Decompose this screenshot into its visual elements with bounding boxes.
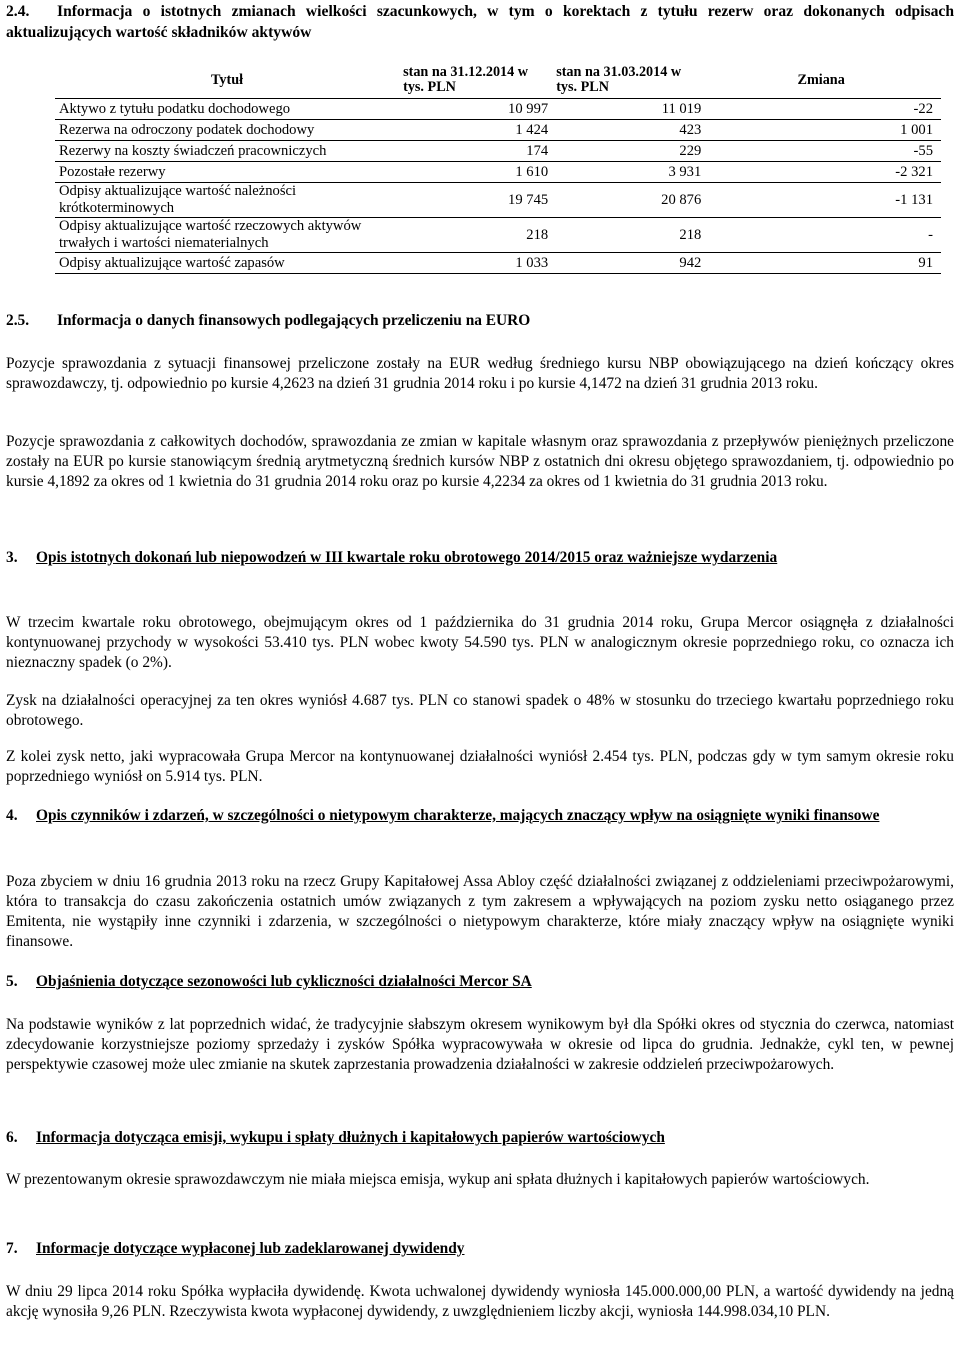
- table-cell-title: Pozostałe rezerwy: [55, 161, 399, 182]
- table-cell-value: 11 019: [552, 98, 705, 119]
- table-cell-title: Aktywo z tytułu podatku dochodowego: [55, 98, 399, 119]
- table-cell-value: 10 997: [399, 98, 552, 119]
- section-title: Opis istotnych dokonań lub niepowodzeń w III kwartale roku obrotowego 2014/2015 oraz ważniejsze wydarzenia: [36, 549, 778, 566]
- table-header-row: [55, 62, 941, 98]
- section-7-heading: [6, 1239, 954, 1259]
- section-2-5-heading: [6, 311, 954, 331]
- section-number: 5.: [6, 973, 18, 990]
- section-title: Opis czynników i zdarzeń, w szczególności o nietypowym charakterze, mających znaczący wpływ na osiągnięte wyniki finansowe: [36, 807, 880, 824]
- section-number: 2.4.: [6, 3, 30, 20]
- paragraph: Pozycje sprawozdania z całkowitych dochodów, sprawozdania ze zmian w kapitale własnym oraz sprawozdania z przepływów pieniężnych przeliczone zostały na EUR po kursie stanowiącym średnią arytmetyczną średnich kursów NBP z ostatnich dni okresu objętego sprawozdaniem, tj. odpowiednio po kursie 4,1892 za okres od 1 kwietnia do 31 grudnia 2014 roku oraz po kursie 4,2234 za okres od 1 kwietnia do 31 grudnia 2013 roku.: [6, 433, 954, 490]
- section-5-heading: [6, 972, 954, 992]
- paragraph: Poza zbyciem w dniu 16 grudnia 2013 roku na rzecz Grupy Kapitałowej Assa Abloy część działalności związanej z oddzieleniami przeciwpożarowymi, która to transakcja do czasu zakończenia ostatnich umów związanych z tym zakresem a wpływających na poziom zysku netto osiąganego przez Emitenta, nie wystąpiły inne czynniki i zdarzenia, w szczególności o nietypowym charakterze, które miały znaczący wpływ na osiągnięte wyniki finansowe.: [6, 873, 954, 950]
- table-cell-value: 423: [552, 119, 705, 140]
- table-cell-change: 1 001: [705, 119, 941, 140]
- table-cell-change: -2 321: [705, 161, 941, 182]
- column-header-2014-12: stan na 31.12.2014 w tys. PLN: [399, 62, 552, 98]
- table-row: [55, 182, 941, 217]
- section-number: 7.: [6, 1240, 18, 1257]
- section-title: Informacja dotycząca emisji, wykupu i spłaty dłużnych i kapitałowych papierów wartościowych: [36, 1129, 665, 1146]
- table-row: [55, 140, 941, 161]
- paragraph: W dniu 29 lipca 2014 roku Spółka wypłaciła dywidendę. Kwota uchwalonej dywidendy wyniosła 145.000.000,00 PLN, a wartość dywidendy na jedną akcję wynosiła 9,26 PLN. Rzeczywista kwota wypłaconej dywidendy, z uwzględnieniem liczby akcji, wyniosła 144.998.034,10 PLN.: [6, 1283, 954, 1320]
- table-cell-title: Rezerwa na odroczony podatek dochodowy: [55, 119, 399, 140]
- table-cell-value: 3 931: [552, 161, 705, 182]
- section-number: 6.: [6, 1129, 18, 1146]
- table-cell-value: 19 745: [399, 182, 552, 217]
- section-6-heading: [6, 1128, 954, 1148]
- paragraph: Zysk na działalności operacyjnej za ten okres wyniósł 4.687 tys. PLN co stanowi spadek o 48% w stosunku do trzeciego kwartału poprzedniego roku obrotowego.: [6, 692, 954, 729]
- table-cell-value: 1 424: [399, 119, 552, 140]
- table-cell-value: 218: [399, 217, 552, 252]
- table-row: [55, 252, 941, 273]
- table-cell-value: 942: [552, 252, 705, 273]
- section-2-4-heading: [6, 1, 954, 43]
- section-title: Informacje dotyczące wypłaconej lub zadeklarowanej dywidendy: [36, 1240, 465, 1257]
- table-cell-value: 1 033: [399, 252, 552, 273]
- paragraph: Pozycje sprawozdania z sytuacji finansowej przeliczone zostały na EUR według średniego kursu NBP obowiązującego na dzień kończący okres sprawozdawczy, tj. odpowiednio po kursie 4,2623 na dzień 31 grudnia 2014 roku i po kursie 4,1472 na dzień 31 grudnia 2013 roku.: [6, 355, 954, 392]
- paragraph: W prezentowanym okresie sprawozdawczym nie miała miejsca emisja, wykup ani spłata dłużnych i kapitałowych papierów wartościowych.: [6, 1171, 870, 1188]
- table-row: [55, 161, 941, 182]
- section-3-heading: [6, 548, 954, 568]
- table-cell-title: Odpisy aktualizujące wartość zapasów: [55, 252, 399, 273]
- section-title: Informacja o istotnych zmianach wielkości szacunkowych, w tym o korektach z tytułu rezerw oraz dokonanych odpisach aktualizujących wartość składników aktywów: [6, 3, 954, 41]
- paragraph: W trzecim kwartale roku obrotowego, obejmującym okres od 1 października do 31 grudnia 2014 roku, Grupa Mercor osiągnęła z działalności kontynuowanej przychody w wysokości 53.410 tys. PLN wobec kwoty 54.590 tys. PLN w analogicznym okresie poprzedniego roku, co oznacza ich nieznaczny spadek (o 2%).: [6, 614, 954, 671]
- column-header-change: Zmiana: [705, 62, 941, 98]
- section-number: 4.: [6, 807, 18, 824]
- table-cell-value: 229: [552, 140, 705, 161]
- section-number: 3.: [6, 549, 18, 566]
- column-header-title: Tytuł: [55, 62, 399, 98]
- table-cell-title: Odpisy aktualizujące wartość należności krótkoterminowych: [55, 182, 399, 217]
- table-cell-value: 1 610: [399, 161, 552, 182]
- table-cell-change: -1 131: [705, 182, 941, 217]
- estimates-table: [55, 62, 941, 274]
- table-row: [55, 217, 941, 252]
- table-row: [55, 119, 941, 140]
- paragraph: Z kolei zysk netto, jaki wypracowała Grupa Mercor na kontynuowanej działalności wyniósł 2.454 tys. PLN, podczas gdy w tym samym okresie roku poprzedniego wyniósł on 5.914 tys. PLN.: [6, 748, 954, 785]
- column-header-2014-03: stan na 31.03.2014 w tys. PLN: [552, 62, 705, 98]
- table-cell-value: 218: [552, 217, 705, 252]
- section-4-heading: [6, 806, 954, 826]
- section-number: 2.5.: [6, 312, 30, 329]
- section-title: Objaśnienia dotyczące sezonowości lub cykliczności działalności Mercor SA: [36, 973, 532, 990]
- section-title: Informacja o danych finansowych podlegających przeliczeniu na EURO: [57, 312, 531, 329]
- table-cell-change: 91: [705, 252, 941, 273]
- table-cell-change: -: [705, 217, 941, 252]
- table-cell-value: 20 876: [552, 182, 705, 217]
- table-cell-change: -55: [705, 140, 941, 161]
- table-cell-title: Odpisy aktualizujące wartość rzeczowych aktywów trwałych i wartości niematerialnych: [55, 217, 399, 252]
- table-cell-value: 174: [399, 140, 552, 161]
- table-row: [55, 98, 941, 119]
- paragraph: Na podstawie wyników z lat poprzednich widać, że tradycyjnie słabszym okresem wynikowym był dla Spółki okres od stycznia do czerwca, natomiast zdecydowanie korzystniejsze poziomy sprzedaży i zysków Spółka wypracowywała w okresie od lipca do grudnia. Jednakże, cykl ten, w pewnej perspektywie czasowej może ulec zmianie na skutek zaprzestania prowadzenia działalności w zakresie oddzieleń przeciwpożarowych.: [6, 1016, 954, 1073]
- table-cell-change: -22: [705, 98, 941, 119]
- table-cell-title: Rezerwy na koszty świadczeń pracowniczych: [55, 140, 399, 161]
